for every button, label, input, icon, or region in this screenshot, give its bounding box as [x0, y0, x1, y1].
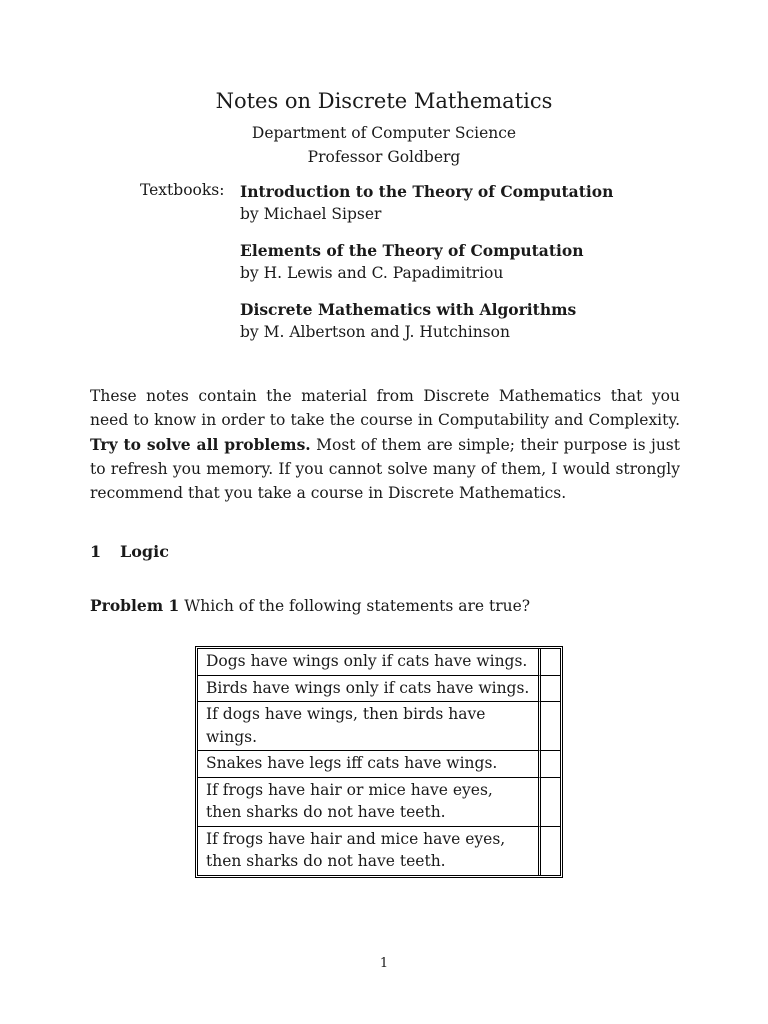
statement-cell [198, 649, 541, 676]
section-heading [90, 542, 169, 561]
textbook-title: Introduction to the Theory of Computation [240, 182, 614, 201]
statement-cell [198, 676, 541, 703]
statement-cell [198, 751, 541, 778]
section-title: Logic [120, 542, 169, 561]
textbook-entry [240, 240, 583, 284]
table-row [198, 702, 560, 751]
intro-paragraph [90, 384, 680, 505]
document-title: Notes on Discrete Mathematics [215, 89, 553, 113]
statement-line: Snakes have legs iff cats have wings. [206, 754, 498, 772]
statement-cell [198, 827, 541, 875]
answer-box[interactable] [541, 676, 560, 703]
table-row [198, 751, 560, 778]
textbook-entry [240, 299, 576, 343]
statement-line: then sharks do not have teeth. [206, 803, 446, 821]
answer-box[interactable] [541, 649, 560, 676]
statement-line: If frogs have hair or mice have eyes, [206, 780, 493, 799]
problem-text: Which of the following statements are true? [184, 597, 531, 615]
textbook-author: by Michael Sipser [240, 205, 382, 223]
table-row [198, 649, 560, 676]
problem-label: Problem 1 [90, 596, 180, 615]
table-row [198, 827, 560, 875]
statement-cell [198, 778, 541, 827]
answer-box[interactable] [541, 827, 560, 875]
answer-box[interactable] [541, 702, 560, 751]
statement-cell [198, 702, 541, 751]
intro-emphasis: Try to solve all problems. [90, 434, 311, 454]
table-row [198, 778, 560, 827]
answer-box[interactable] [541, 778, 560, 827]
statement-line: Dogs have wings only if cats have wings. [206, 652, 528, 670]
page-number: 1 [379, 956, 389, 971]
answer-box[interactable] [541, 751, 560, 778]
intro-text-2: Most of them are simple; their purpose is just to refresh you memory. If you cannot solve many of them, I would strongly recommend that you take a course in Discrete Mathematics. [90, 435, 680, 503]
textbook-author: by M. Albertson and J. Hutchinson [240, 323, 510, 341]
problem-statement [90, 596, 530, 615]
textbook-title: Discrete Mathematics with Algorithms [240, 300, 577, 319]
textbooks-label: Textbooks: [140, 181, 225, 199]
department-line: Department of Computer Science [251, 124, 517, 142]
professor-line: Professor Goldberg [307, 148, 461, 166]
statement-line: If dogs have wings, then birds have wings. [206, 705, 486, 746]
textbook-author: by H. Lewis and C. Papadimitriou [240, 264, 504, 282]
statement-line: If frogs have hair and mice have eyes, [206, 829, 506, 848]
table-row [198, 676, 560, 703]
statement-line: then sharks do not have teeth. [206, 852, 446, 870]
section-number: 1 [90, 542, 102, 561]
statements-table [195, 646, 563, 878]
statement-line: Birds have wings only if cats have wings. [206, 678, 530, 697]
textbook-entry [240, 181, 613, 225]
textbook-title: Elements of the Theory of Computation [240, 241, 584, 260]
intro-text-1: These notes contain the material from Discrete Mathematics that you need to know in order to take the course in Computability and Complexity. [90, 387, 680, 430]
